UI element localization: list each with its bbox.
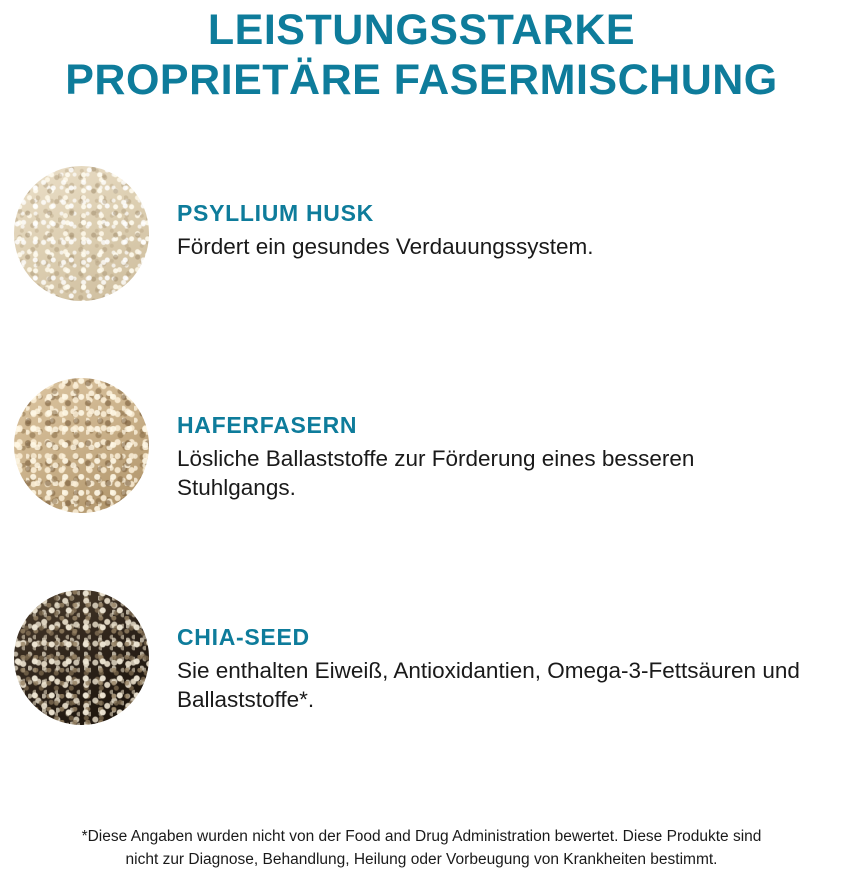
ingredient-text — [177, 590, 829, 715]
list-item — [0, 378, 843, 518]
disclaimer-line-1: *Diese Angaben wurden nicht von der Food and Drug Administration bewertet. Diese Produkte sind — [81, 827, 762, 845]
ingredient-title: CHIA-SEED — [177, 623, 310, 650]
list-item — [0, 590, 843, 730]
page-title-line-2: PROPRIETÄRE FASERMISCHUNG — [65, 55, 778, 104]
disclaimer-line-2: nicht zur Diagnose, Behandlung, Heilung oder Vorbeugung von Krankheiten bestimmt. — [125, 850, 718, 868]
ingredient-text — [177, 378, 829, 503]
ingredient-title: HAFERFASERN — [177, 411, 358, 438]
oat-fiber-swatch-icon — [14, 378, 149, 513]
ingredient-text — [177, 166, 829, 262]
ingredient-description: Fördert ein gesundes Verdauungssystem. — [177, 234, 594, 260]
page-title — [0, 0, 843, 106]
psyllium-husk-swatch-icon — [14, 166, 149, 301]
fda-disclaimer — [0, 825, 843, 872]
ingredient-list — [0, 166, 843, 730]
ingredient-description: Sie enthalten Eiweiß, Antioxidantien, Omega-3-Fettsäuren und Ballaststoffe*. — [177, 658, 800, 712]
chia-seed-swatch-icon — [14, 590, 149, 725]
page-title-line-1: LEISTUNGSSTARKE — [207, 6, 636, 54]
ingredient-description: Lösliche Ballaststoffe zur Förderung eines besseren Stuhlgangs. — [177, 446, 695, 500]
ingredient-title: PSYLLIUM HUSK — [177, 199, 374, 226]
list-item — [0, 166, 843, 306]
